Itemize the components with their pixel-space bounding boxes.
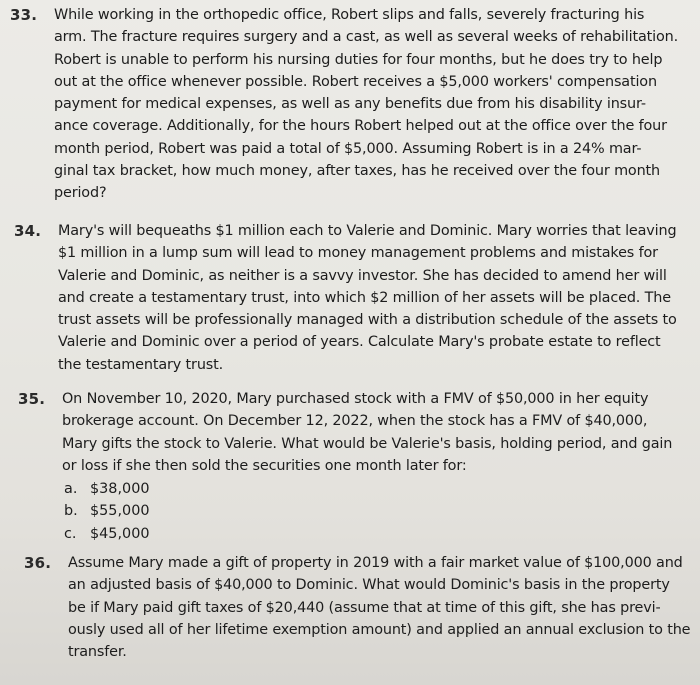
text-line: trust assets will be professionally managed with a distribution schedule of the assets to: [58, 312, 677, 329]
option-text: $38,000: [90, 481, 150, 497]
question-number: 33.: [10, 6, 38, 24]
question-text: [54, 4, 678, 205]
option-text: $45,000: [90, 525, 150, 542]
text-line: brokerage account. On December 12, 2022, when the stock has a FMV of $40,000,: [62, 413, 648, 430]
question-text: [62, 388, 672, 477]
text-line: transfer.: [68, 644, 127, 661]
option-b: [64, 500, 150, 522]
answer-options: [64, 478, 150, 545]
question-number: 36.: [24, 554, 52, 572]
text-line: Assume Mary made a gift of property in 2019 with a fair market value of $100,000 and: [68, 555, 683, 571]
text-line: On November 10, 2020, Mary purchased stock with a FMV of $50,000 in her equity: [62, 391, 649, 407]
text-line: Valerie and Dominic, as neither is a savvy investor. She has decided to amend her will: [58, 267, 667, 284]
option-letter: b.: [64, 503, 78, 520]
option-text: $55,000: [90, 503, 150, 520]
question-text: [68, 552, 690, 663]
option-c: [64, 523, 150, 545]
question-text: [58, 220, 677, 376]
text-line: arm. The fracture requires surgery and a cast, as well as several weeks of rehabilitation.: [54, 29, 679, 46]
text-line: ginal tax bracket, how much money, after taxes, has he received over the four month: [54, 163, 661, 180]
text-line: $1 million in a lump sum will lead to money management problems and mistakes for: [58, 245, 658, 262]
text-line: ously used all of her lifetime exemption amount) and applied an annual exclusion to the: [68, 621, 691, 638]
option-a: [64, 478, 150, 500]
text-line: While working in the orthopedic office, Robert slips and falls, severely fracturing his: [54, 7, 645, 23]
text-line: be if Mary paid gift taxes of $20,440 (assume that at time of this gift, she has previ-: [68, 599, 661, 616]
question-number: 34.: [14, 222, 42, 240]
text-line: an adjusted basis of $40,000 to Dominic. What would Dominic's basis in the property: [68, 577, 670, 594]
question-number: 35.: [18, 390, 46, 408]
text-line: ance coverage. Additionally, for the hours Robert helped out at the office over the four: [54, 118, 667, 135]
option-letter: c.: [64, 525, 77, 542]
text-line: and create a testamentary trust, into which $2 million of her assets will be placed. The: [58, 289, 671, 306]
text-line: payment for medical expenses, as well as any benefits due from his disability insur-: [54, 96, 646, 113]
text-line: or loss if she then sold the securities one month later for:: [62, 457, 467, 474]
text-line: Mary gifts the stock to Valerie. What would be Valerie's basis, holding period, and gain: [62, 435, 673, 452]
text-line: month period, Robert was paid a total of $5,000. Assuming Robert is in a 24% mar-: [54, 140, 642, 157]
text-line: Valerie and Dominic over a period of years. Calculate Mary's probate estate to reflect: [58, 334, 661, 351]
text-line: out at the office whenever possible. Robert receives a $5,000 workers' compensation: [54, 73, 657, 90]
text-line: Mary's will bequeaths $1 million each to Valerie and Dominic. Mary worries that leaving: [58, 223, 677, 239]
text-line: the testamentary trust.: [58, 356, 224, 373]
text-line: Robert is unable to perform his nursing duties for four months, but he does try to help: [54, 51, 663, 68]
text-line: period?: [54, 185, 107, 202]
option-letter: a.: [64, 481, 78, 497]
